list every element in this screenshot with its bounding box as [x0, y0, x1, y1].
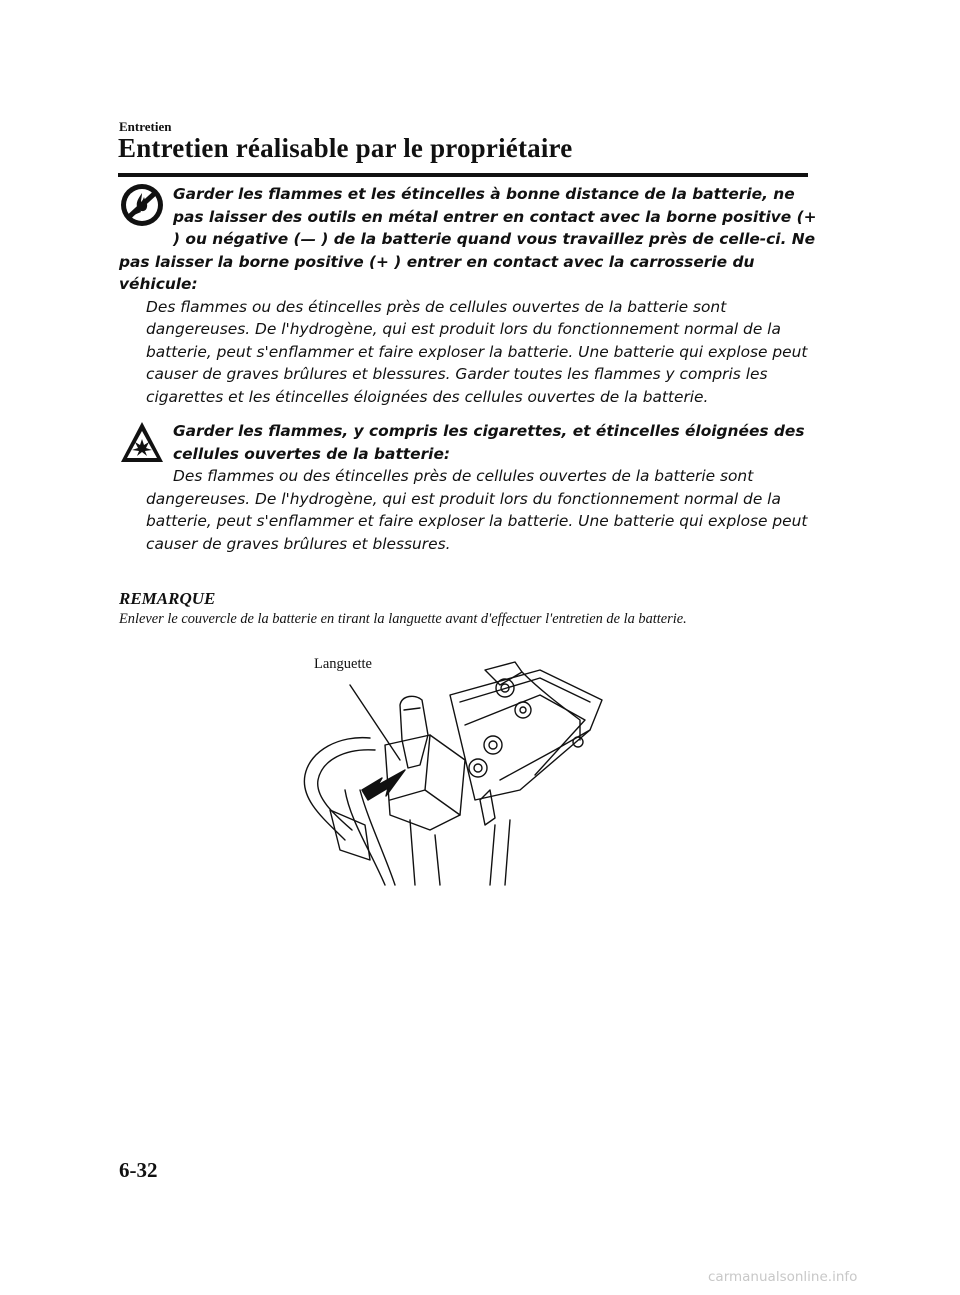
battery-illustration: [290, 650, 620, 890]
no-flame-icon: [119, 183, 165, 234]
page-title: Entretien réalisable par le propriétaire: [118, 133, 573, 163]
warning-heading: [119, 420, 819, 465]
note-title: REMARQUE: [119, 589, 216, 608]
explosion-warning-icon: [119, 420, 165, 471]
warning-body: Des flammes ou des étincelles près de cellules ouvertes de la batterie sont dangereuses. De l'hydrogène, qui est produit lors du fonctionnement normal de la batterie, peut s'enflammer et faire exploser la batterie. Une batterie qui explose peut causer de graves brûlures et blessures.: [146, 467, 808, 553]
figure-label-languette: Languette: [314, 656, 372, 672]
section-label: Entretien: [119, 119, 172, 134]
warning-heading-text: Garder les flammes, y compris les cigarettes, et étincelles éloignées des cellules ouvertes de la batterie:: [173, 422, 805, 463]
warning-heading: [119, 183, 819, 296]
title-rule: [118, 173, 808, 177]
warning-heading-text: Garder les flammes et les étincelles à bonne distance de la batterie, ne pas laisser des outils en métal entrer en contact avec la borne positive (+ ) ou négative (— ) de la batterie quand vous travaillez près de celle-ci. Ne pas laisser la borne positive (+ ) entrer en contact avec la carrosserie du véhicule:: [119, 185, 817, 293]
note-text: Enlever le couvercle de la batterie en tirant la languette avant d'effectuer l'entretien de la batterie.: [119, 611, 687, 627]
warning-block-flames: [119, 183, 819, 408]
warning-block-explosion: [119, 420, 819, 555]
watermark: carmanualsonline.info: [708, 1269, 858, 1285]
warning-body: Des flammes ou des étincelles près de cellules ouvertes de la batterie sont dangereuses. De l'hydrogène, qui est produit lors du fonctionnement normal de la batterie, peut s'enflammer et faire exploser la batterie. Une batterie qui explose peut causer de graves brûlures et blessures. Garder toutes les flammes y compris les cigarettes et les étincelles éloignées des cellules ouvertes de la batterie.: [146, 297, 808, 406]
page-number: 6-32: [119, 1158, 158, 1182]
